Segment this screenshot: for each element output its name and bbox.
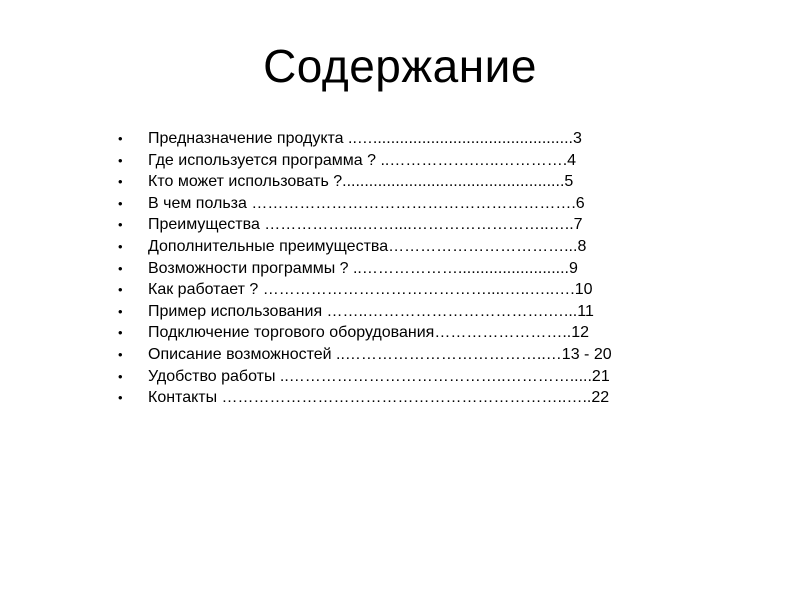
- bullet-icon: •: [118, 282, 123, 298]
- toc-item: [118, 279, 718, 301]
- bullet-icon: •: [118, 152, 123, 168]
- toc-item: [118, 193, 718, 215]
- toc-item: [118, 128, 718, 150]
- toc-item: [118, 150, 718, 172]
- bullet-icon: •: [118, 238, 123, 254]
- bullet-icon: •: [118, 368, 123, 384]
- toc-entry-text: Предназначение продукта ..….............................................3: [148, 130, 582, 147]
- bullet-icon: •: [118, 303, 123, 319]
- toc-item: [118, 366, 718, 388]
- toc-entry-text: Преимущества ……………....……....……………………..…..7: [148, 216, 583, 234]
- toc-entry-text: Пример использования ……..…………………………….…...11: [148, 302, 594, 320]
- toc-entry-text: В чем польза …………………………………………………….6: [148, 194, 585, 212]
- slide-title: Содержание: [263, 40, 537, 92]
- bullet-icon: •: [118, 217, 123, 233]
- toc-entry-text: Как работает ? ……………………………………....…..…..….10: [148, 281, 593, 299]
- toc-item: [118, 387, 718, 409]
- bullet-icon: •: [118, 131, 123, 146]
- toc-item: [118, 214, 718, 236]
- toc-item: [118, 236, 718, 258]
- toc-entry-text: Где используется программа ? ..…………….…..………….4: [148, 151, 577, 169]
- toc-item: [118, 258, 718, 280]
- bullet-icon: •: [118, 174, 123, 190]
- bullet-icon: •: [118, 325, 123, 341]
- bullet-icon: •: [118, 390, 123, 406]
- toc-item: [118, 322, 718, 344]
- toc-item: [118, 344, 718, 366]
- toc-entry-text: Удобство работы ..…………………………………..………….....21: [148, 367, 610, 385]
- toc-entry-text: Контакты ………………………………………………………..…..22: [148, 389, 610, 407]
- toc-entry-text: Возможности программы ? ..……………….........................9: [148, 259, 578, 277]
- toc-item: [118, 171, 718, 193]
- toc-entry-text: Описание возможностей ..………………………………..…13 - 20: [148, 345, 612, 363]
- bullet-icon: •: [118, 346, 123, 362]
- toc-entry-text: Дополнительные преимущества……………………………...8: [148, 237, 587, 255]
- table-of-contents: [118, 128, 718, 409]
- bullet-icon: •: [118, 195, 123, 211]
- toc-entry-text: Кто может использовать ?..................................................5: [148, 173, 574, 191]
- toc-entry-text: Подключение торгового оборудования……………………..12: [148, 324, 589, 342]
- toc-item: [118, 301, 718, 323]
- bullet-icon: •: [118, 260, 123, 276]
